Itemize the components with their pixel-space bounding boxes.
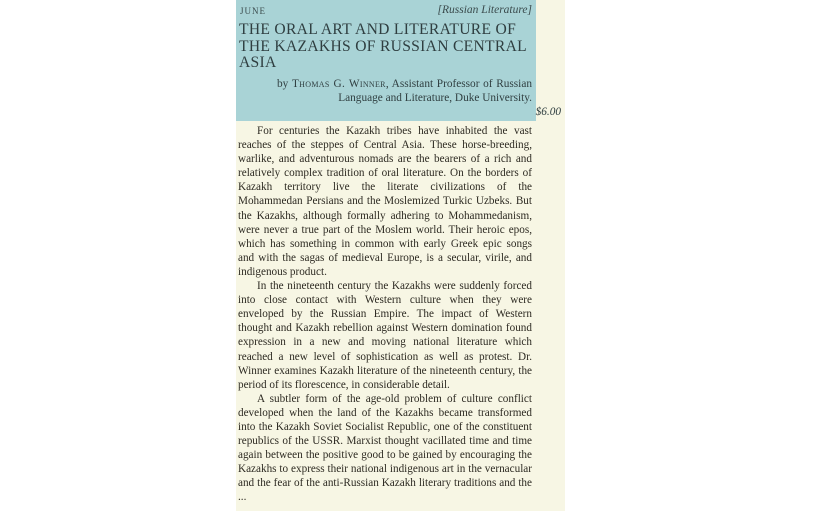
paragraph: For centuries the Kazakh tribes have inhabited the vast reaches of the steppes of Central Asia. These horse-breeding, warlike, and adventurous nomads are the bearers of a rich and relatively complex tradition of oral literature. On the borders of Kazakh territory live the literate civilizations of the Mohammedan Persians and the Moslemized Turkic Uzbeks. But the Kazakhs, although formally adhering to Mohammedanism, were never a true part of the Moslem world. Their heroic epos, which has something in common with early Greek epic songs and with the sagas of medieval Europe, is a secular, virile, and indigenous product.	[238, 125, 532, 278]
document-page	[236, 0, 565, 511]
header-section: [Russian Literature]	[437, 4, 532, 16]
body-text	[238, 124, 532, 505]
paragraph: In the nineteenth century the Kazakhs were suddenly forced into close contact with Western culture when they were enveloped by the Russian Empire. The impact of Western thought and Kazakh rebellion against Western domination found expression in a new and moving national literature which reached a new level of sophistication as well as protest. Dr. Winner examines Kazakh literature of the nineteenth century, the period of its florescence, in considerable detail.	[238, 280, 532, 391]
author-name: Thomas G. Winner	[291, 78, 386, 90]
author-affiliation: , Assistant Professor of Russian Language and Literature, Duke University.	[338, 78, 532, 105]
book-price: $6.00	[535, 106, 561, 118]
paragraph: A subtler form of the age-old problem of culture conflict developed when the land of the Kazakhs became transformed into the Kazakh Soviet Socialist Republic, one of the constituent republics of the USSR. Marxist thought vacillated time and time again between the positive good to be gained by encouraging the Kazakhs to express their national indigenous art in the vernacular and the fear of the anti-Russian Kazakh literary traditions and the ...	[238, 392, 532, 504]
book-title: THE ORAL ART AND LITERATURE OF THE KAZAKHS OF RUSSIAN CENTRAL ASIA	[239, 21, 527, 71]
header-month: JUNE	[240, 6, 266, 16]
byline-prefix: by	[277, 78, 292, 90]
byline	[277, 77, 532, 105]
